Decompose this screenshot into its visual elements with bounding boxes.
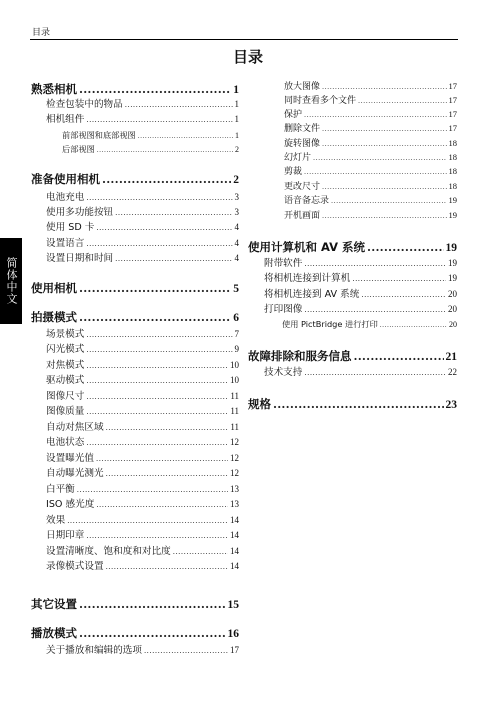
dot-leader bbox=[106, 425, 229, 432]
dot-leader bbox=[322, 184, 446, 191]
toc-entry[interactable] bbox=[31, 312, 239, 325]
toc-page-number: 13 bbox=[230, 499, 239, 509]
toc-entry-title: 图像质量 bbox=[46, 406, 85, 417]
toc-entry[interactable] bbox=[248, 305, 457, 315]
toc-entry-title: 电池状态 bbox=[46, 437, 85, 448]
toc-entry[interactable] bbox=[31, 115, 239, 125]
toc-entry[interactable] bbox=[248, 368, 457, 378]
toc-entry-title: 播放模式 bbox=[31, 626, 77, 640]
toc-page-number: 23 bbox=[445, 399, 457, 411]
toc-entry[interactable] bbox=[31, 254, 239, 264]
dot-leader bbox=[322, 84, 446, 91]
toc-entry-title: 附带软件 bbox=[264, 258, 303, 269]
toc-page-number: 20 bbox=[448, 289, 457, 299]
toc-page-number: 2 bbox=[235, 145, 239, 154]
toc-page-number: 19 bbox=[448, 195, 457, 205]
dot-leader bbox=[173, 549, 228, 556]
toc-entry-title: 相机组件 bbox=[46, 114, 85, 125]
toc-page-number: 16 bbox=[227, 628, 239, 640]
toc-entry-title: 使用计算机和 AV 系统 bbox=[248, 240, 366, 254]
toc-page-number: 5 bbox=[233, 283, 239, 295]
dot-leader bbox=[304, 307, 446, 314]
toc-page-number: 18 bbox=[448, 138, 457, 148]
toc-entry[interactable] bbox=[248, 242, 457, 255]
toc-entry-title: 设置日期和时间 bbox=[46, 253, 114, 264]
toc-page-number: 11 bbox=[230, 422, 239, 432]
dot-leader bbox=[367, 242, 443, 254]
toc-entry-title: 录像模式设置 bbox=[46, 561, 104, 572]
toc-entry-title: ISO 感光度 bbox=[46, 499, 95, 510]
running-header: 目录 bbox=[32, 28, 51, 38]
toc-entry-title: 使用相机 bbox=[31, 281, 77, 295]
toc-entry[interactable] bbox=[31, 469, 239, 479]
toc-entry[interactable] bbox=[248, 82, 457, 92]
toc-entry[interactable] bbox=[31, 376, 239, 386]
toc-page-number: 20 bbox=[449, 320, 457, 329]
dot-leader bbox=[96, 502, 228, 509]
toc-entry[interactable] bbox=[248, 96, 457, 106]
toc-entry-title: 自动曝光测光 bbox=[46, 468, 104, 479]
toc-page-number: 12 bbox=[230, 453, 239, 463]
toc-entry[interactable] bbox=[31, 547, 239, 557]
toc-entry-title: 使用 PictBridge 进行打印 bbox=[282, 319, 378, 329]
toc-entry[interactable] bbox=[248, 351, 457, 364]
dot-leader bbox=[79, 599, 226, 611]
toc-entry-title: 规格 bbox=[248, 397, 271, 411]
dot-leader bbox=[144, 648, 228, 655]
toc-entry-title: 图像尺寸 bbox=[46, 391, 85, 402]
toc-page-number: 19 bbox=[445, 242, 457, 254]
dot-leader bbox=[86, 440, 228, 447]
dot-leader bbox=[86, 195, 232, 202]
toc-page-number: 19 bbox=[448, 273, 457, 283]
toc-entry-title: 电池充电 bbox=[46, 192, 85, 203]
dot-leader bbox=[138, 134, 233, 140]
toc-entry-title: 放大图像 bbox=[284, 82, 321, 92]
toc-page-number: 3 bbox=[234, 192, 239, 202]
toc-page-number: 6 bbox=[233, 312, 239, 324]
toc-entry[interactable] bbox=[31, 131, 239, 140]
toc-entry[interactable] bbox=[248, 320, 457, 329]
toc-entry[interactable] bbox=[248, 211, 457, 221]
toc-entry[interactable] bbox=[31, 208, 239, 218]
toc-page-number: 1 bbox=[234, 114, 239, 124]
toc-entry-title: 对焦模式 bbox=[46, 360, 85, 371]
toc-entry-title: 设置曝光值 bbox=[46, 453, 94, 464]
dot-leader bbox=[304, 370, 446, 377]
toc-entry-title: 前部视图和底部视图 bbox=[62, 130, 136, 140]
toc-page-number: 21 bbox=[445, 351, 457, 363]
toc-page-number: 18 bbox=[448, 181, 457, 191]
toc-entry[interactable] bbox=[31, 283, 239, 296]
toc-entry-title: 旋转图像 bbox=[284, 139, 321, 149]
toc-entry-title: 后部视图 bbox=[62, 144, 95, 154]
toc-entry[interactable] bbox=[31, 438, 239, 448]
toc-page-number: 13 bbox=[230, 484, 239, 494]
toc-entry-title: 将相机连接到 AV 系统 bbox=[264, 289, 360, 300]
toc-page-number: 15 bbox=[227, 599, 239, 611]
toc-entry-title: 检查包装中的物品 bbox=[46, 99, 123, 110]
toc-entry-title: 将相机连接到计算机 bbox=[264, 273, 351, 284]
toc-entry-title: 准备使用相机 bbox=[31, 172, 100, 186]
dot-leader bbox=[304, 169, 446, 176]
toc-entry[interactable] bbox=[31, 193, 239, 203]
toc-page-number: 2 bbox=[233, 174, 239, 186]
toc-entry-title: 使用多功能按钮 bbox=[46, 207, 114, 218]
toc-entry-title: 关于播放和编辑的选项 bbox=[46, 645, 142, 656]
dot-leader bbox=[106, 564, 228, 571]
dot-leader bbox=[79, 84, 231, 96]
toc-entry[interactable] bbox=[31, 223, 239, 233]
dot-leader bbox=[322, 141, 446, 148]
dot-leader bbox=[358, 98, 446, 105]
toc-page-number: 1 bbox=[234, 99, 239, 109]
toc-entry-title: 设置清晰度、饱和度和对比度 bbox=[46, 546, 171, 557]
toc-page-number: 9 bbox=[234, 344, 239, 354]
toc-page-number: 20 bbox=[448, 304, 457, 314]
toc-entry-title: 设置语言 bbox=[46, 238, 85, 249]
toc-entry[interactable] bbox=[31, 531, 239, 541]
toc-page-number: 12 bbox=[230, 468, 239, 478]
toc-entry-title: 打印图像 bbox=[264, 304, 303, 315]
toc-page-number: 14 bbox=[230, 515, 239, 525]
toc-entry-title: 效果 bbox=[46, 515, 66, 526]
dot-leader bbox=[304, 112, 446, 119]
toc-entry[interactable] bbox=[31, 361, 239, 371]
dot-leader bbox=[102, 174, 231, 186]
toc-entry-title: 删除文件 bbox=[284, 124, 321, 134]
toc-page-number: 17 bbox=[448, 81, 457, 91]
dot-leader bbox=[304, 261, 446, 268]
toc-entry-title: 其它设置 bbox=[31, 597, 77, 611]
toc-page-number: 4 bbox=[234, 222, 239, 232]
toc-page-number: 14 bbox=[230, 561, 239, 571]
toc-entry-title: 闪光模式 bbox=[46, 344, 85, 355]
toc-entry-title: 保护 bbox=[284, 110, 303, 120]
dot-leader bbox=[86, 409, 228, 416]
dot-leader bbox=[96, 225, 232, 232]
toc-entry[interactable] bbox=[248, 259, 457, 269]
toc-entry[interactable] bbox=[248, 167, 457, 177]
toc-entry[interactable] bbox=[31, 454, 239, 464]
dot-leader bbox=[106, 471, 228, 478]
dot-leader bbox=[86, 117, 232, 124]
dot-leader bbox=[115, 210, 232, 217]
toc-entry-title: 自动对焦区域 bbox=[46, 422, 104, 433]
toc-page-number: 19 bbox=[448, 210, 457, 220]
dot-leader bbox=[352, 276, 446, 283]
toc-page-number: 22 bbox=[448, 367, 457, 377]
toc-entry-title: 日期印章 bbox=[46, 530, 85, 541]
dot-leader bbox=[115, 256, 232, 263]
toc-entry[interactable] bbox=[248, 399, 457, 412]
dot-leader bbox=[97, 148, 233, 154]
dot-leader bbox=[96, 456, 228, 463]
toc-entry[interactable] bbox=[31, 330, 239, 340]
toc-entry[interactable] bbox=[248, 290, 457, 300]
dot-leader bbox=[125, 102, 233, 109]
toc-page-number: 14 bbox=[230, 530, 239, 540]
toc-entry-title: 使用 SD 卡 bbox=[46, 222, 95, 233]
toc-entry[interactable] bbox=[31, 345, 239, 355]
toc-entry[interactable] bbox=[31, 423, 239, 433]
toc-page-number: 17 bbox=[230, 645, 239, 655]
toc-entry-title: 故障排除和服务信息 bbox=[248, 349, 352, 363]
dot-leader bbox=[322, 213, 446, 220]
dot-leader bbox=[86, 347, 232, 354]
dot-leader bbox=[273, 399, 444, 411]
toc-entry[interactable] bbox=[31, 599, 239, 612]
dot-leader bbox=[67, 518, 228, 525]
dot-leader bbox=[77, 487, 228, 494]
toc-entry[interactable] bbox=[248, 182, 457, 192]
toc-entry[interactable] bbox=[31, 516, 239, 526]
toc-entry[interactable] bbox=[248, 196, 457, 206]
toc-page-number: 12 bbox=[230, 437, 239, 447]
toc-entry[interactable] bbox=[31, 485, 239, 495]
toc-page-number: 3 bbox=[234, 207, 239, 217]
toc-entry-title: 场景模式 bbox=[46, 329, 85, 340]
toc-entry-title: 开机画面 bbox=[284, 211, 321, 221]
toc-entry[interactable] bbox=[31, 500, 239, 510]
toc-entry[interactable] bbox=[31, 407, 239, 417]
toc-entry[interactable] bbox=[248, 139, 457, 149]
dot-leader bbox=[79, 312, 231, 324]
dot-leader bbox=[86, 394, 228, 401]
header-divider bbox=[30, 39, 458, 40]
toc-entry-title: 白平衡 bbox=[46, 484, 75, 495]
toc-entry-title: 更改尺寸 bbox=[284, 182, 321, 192]
dot-leader bbox=[380, 323, 447, 329]
toc-entry-title: 同时查看多个文件 bbox=[284, 96, 357, 106]
toc-entry[interactable] bbox=[248, 153, 457, 163]
toc-entry[interactable] bbox=[31, 100, 239, 110]
toc-entry[interactable] bbox=[248, 274, 457, 284]
dot-leader bbox=[86, 363, 228, 370]
dot-leader bbox=[79, 283, 231, 295]
toc-entry-title: 熟悉相机 bbox=[31, 82, 77, 96]
toc-entry-title: 拍摄模式 bbox=[31, 310, 77, 324]
toc-entry[interactable] bbox=[31, 145, 239, 154]
toc-entry[interactable] bbox=[31, 84, 239, 97]
toc-entry-title: 语音备忘录 bbox=[284, 196, 330, 206]
toc-entry[interactable] bbox=[31, 174, 239, 187]
dot-leader bbox=[86, 378, 228, 385]
toc-entry-title: 剪裁 bbox=[284, 167, 303, 177]
toc-page-number: 14 bbox=[230, 546, 239, 556]
toc-entry[interactable] bbox=[31, 646, 239, 656]
toc-page-number: 4 bbox=[234, 238, 239, 248]
toc-page-number: 1 bbox=[233, 84, 239, 96]
toc-page-number: 17 bbox=[448, 123, 457, 133]
toc-entry[interactable] bbox=[31, 562, 239, 572]
toc-entry[interactable] bbox=[248, 110, 457, 120]
toc-page-number: 11 bbox=[230, 391, 239, 401]
toc-page-number: 4 bbox=[234, 253, 239, 263]
dot-leader bbox=[313, 155, 446, 162]
dot-leader bbox=[86, 241, 232, 248]
toc-entry[interactable] bbox=[31, 239, 239, 249]
toc-page-number: 18 bbox=[448, 152, 457, 162]
toc-page-number: 11 bbox=[230, 406, 239, 416]
dot-leader bbox=[86, 533, 228, 540]
language-side-tab: 简体中文 bbox=[0, 238, 22, 324]
toc-page-number: 1 bbox=[235, 131, 239, 140]
toc-page-number: 17 bbox=[448, 109, 457, 119]
toc-entry[interactable] bbox=[31, 628, 239, 641]
dot-leader bbox=[322, 126, 446, 133]
toc-page-number: 7 bbox=[234, 329, 239, 339]
toc-page-number: 10 bbox=[230, 375, 239, 385]
toc-page-number: 10 bbox=[230, 360, 239, 370]
toc-entry-title: 幻灯片 bbox=[284, 153, 312, 163]
dot-leader bbox=[331, 198, 446, 205]
toc-entry[interactable] bbox=[31, 392, 239, 402]
toc-page-number: 19 bbox=[448, 258, 457, 268]
toc-entry-title: 驱动模式 bbox=[46, 375, 85, 386]
dot-leader bbox=[79, 628, 226, 640]
dot-leader bbox=[86, 332, 232, 339]
page-title: 目录 bbox=[232, 48, 263, 66]
dot-leader bbox=[354, 351, 444, 363]
toc-entry-title: 技术支持 bbox=[264, 367, 303, 378]
toc-page-number: 17 bbox=[448, 95, 457, 105]
toc-entry[interactable] bbox=[248, 124, 457, 134]
toc-page-number: 18 bbox=[448, 166, 457, 176]
dot-leader bbox=[361, 292, 446, 299]
